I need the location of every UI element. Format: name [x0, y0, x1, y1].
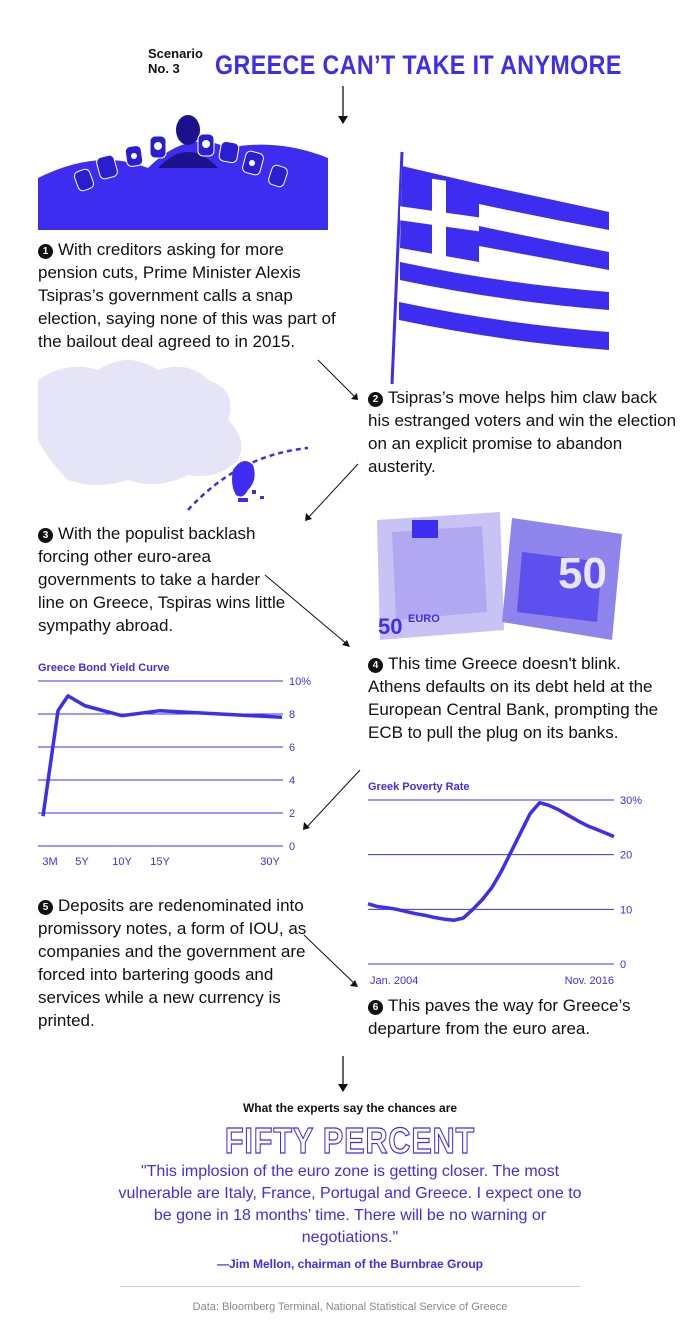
step-text: This paves the way for Greece’s departure from the euro area.	[368, 996, 631, 1038]
step-text: Deposits are redenominated into promissory notes, a form of IOU, as companies and the government are forced into bartering goods and services while a new currency is printed.	[38, 896, 307, 1030]
step-text: With creditors asking for more pension cuts, Prime Minister Alexis Tsipras’s government calls a snap election, saying none of this was part of the bailout deal agreed to in 2015.	[38, 240, 336, 351]
step-number: 1	[38, 244, 53, 259]
step-text: This time Greece doesn't blink. Athens defaults on its debt held at the European Central Bank, prompting the ECB to pull the plug on its banks.	[368, 654, 659, 742]
expert-quote: "This implosion of the euro zone is getting closer. The most vulnerable are Italy, France, Portugal and Greece. I expect one to be gone in 18 months’ time. There will be no warning or negotiations."	[118, 1163, 582, 1246]
quote-attribution: —Jim Mellon, chairman of the Burnbrae Group	[216, 1257, 484, 1271]
step-number: 4	[368, 658, 383, 673]
step-number: 6	[368, 1000, 383, 1015]
y-tick-label: 10	[620, 904, 633, 917]
experts-label: What the experts say the chances are	[242, 1101, 458, 1115]
poverty-chart-title: Greek Poverty Rate	[368, 781, 470, 793]
experts-headline: FIFTY PERCENT	[224, 1120, 476, 1161]
banknote-left-text: EURO	[408, 613, 440, 625]
x-tick-label: 5Y	[75, 856, 89, 868]
x-tick-label: 3M	[42, 856, 58, 868]
x-tick-label: Nov. 2016	[564, 975, 614, 987]
banknote-left-denomination: 50	[378, 614, 403, 639]
x-tick-label: 10Y	[112, 856, 132, 868]
step-6	[368, 994, 668, 1040]
x-tick-label: 15Y	[150, 856, 170, 868]
y-tick-label: 20	[620, 849, 633, 862]
x-tick-label: Jan. 2004	[370, 975, 419, 987]
scenario-label: Scenario No. 3	[148, 46, 203, 76]
y-tick-label: 6	[289, 742, 296, 754]
x-tick-label: 30Y	[260, 856, 280, 868]
step-number: 5	[38, 900, 53, 915]
y-tick-label: 8	[289, 709, 296, 721]
page-title: GREECE CAN’T TAKE IT ANYMORE	[215, 50, 622, 80]
source-note: Data: Bloomberg Terminal, National Statistical Service of Greece	[192, 1301, 508, 1313]
y-tick-label: 4	[289, 775, 296, 787]
step-5	[38, 894, 308, 1032]
y-tick-label: 10%	[289, 676, 312, 688]
step-number: 3	[38, 528, 53, 543]
series-line	[368, 803, 614, 921]
step-text: Tsipras’s move helps him claw back his estranged voters and win the election on an explicit promise to abandon austerity.	[368, 388, 677, 476]
y-tick-label: 2	[289, 808, 296, 820]
y-tick-label: 0	[289, 841, 296, 853]
bond-chart-title: Greece Bond Yield Curve	[38, 662, 170, 674]
banknote-right-denomination: 50	[558, 549, 607, 598]
divider	[120, 1286, 580, 1287]
y-tick-label: 0	[620, 959, 627, 971]
step-number: 2	[368, 392, 383, 407]
y-tick-label: 30%	[620, 795, 643, 807]
step-text: With the populist backlash forcing other euro-area governments to take a harder line on Greece, Tspiras wins little sympathy abroad.	[38, 524, 286, 635]
